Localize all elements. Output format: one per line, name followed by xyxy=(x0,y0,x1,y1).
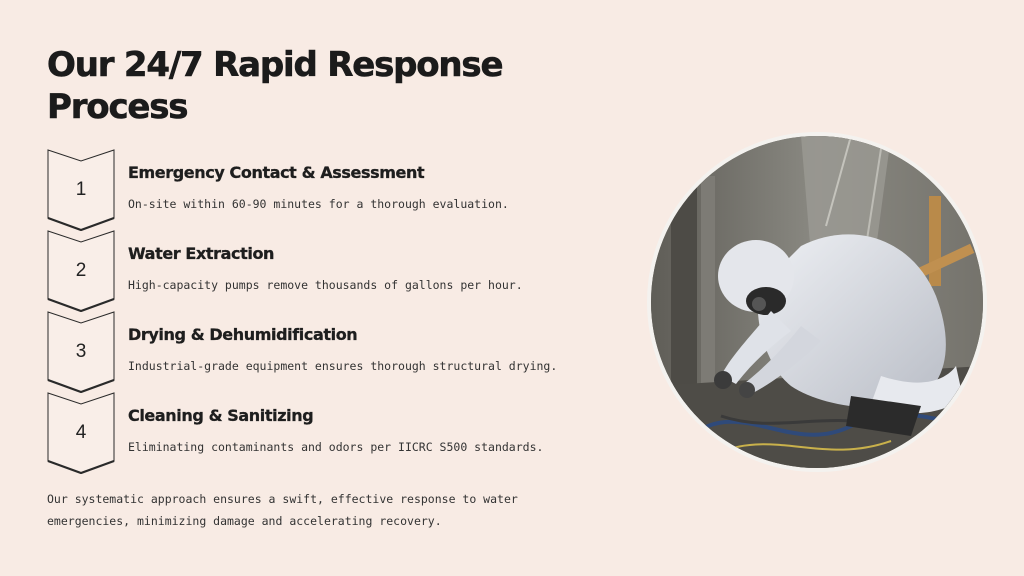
step-chevron-icon xyxy=(47,149,115,231)
step-chevron-icon xyxy=(47,230,115,312)
step-description: Eliminating contaminants and odors per IICRC S500 standards. xyxy=(128,440,544,454)
step-chevron-icon xyxy=(47,392,115,474)
step-description: On-site within 60-90 minutes for a thorough evaluation. xyxy=(128,197,509,211)
page-title: Our 24/7 Rapid Response Process xyxy=(47,45,503,127)
step-1 xyxy=(47,149,627,230)
step-number: 4 xyxy=(75,422,87,443)
step-number: 3 xyxy=(75,341,87,362)
step-title: Emergency Contact & Assessment xyxy=(128,163,425,182)
step-number: 2 xyxy=(75,260,87,281)
step-2 xyxy=(47,230,627,311)
step-title: Water Extraction xyxy=(128,244,275,263)
step-title: Drying & Dehumidification xyxy=(128,325,358,344)
step-number: 1 xyxy=(75,179,87,200)
step-chevron-icon xyxy=(47,311,115,393)
step-description: Industrial-grade equipment ensures thorough structural drying. xyxy=(128,359,558,373)
step-title: Cleaning & Sanitizing xyxy=(128,406,314,425)
process-steps xyxy=(47,149,627,473)
step-4 xyxy=(47,392,627,473)
technician-photo xyxy=(647,132,987,472)
step-description: High-capacity pumps remove thousands of gallons per hour. xyxy=(128,278,523,292)
step-3 xyxy=(47,311,627,392)
summary-text: Our systematic approach ensures a swift, effective response to water emergencies, minimizing damage and accelerating recovery. xyxy=(47,492,518,528)
technician-in-protective-suit-icon xyxy=(651,136,983,468)
